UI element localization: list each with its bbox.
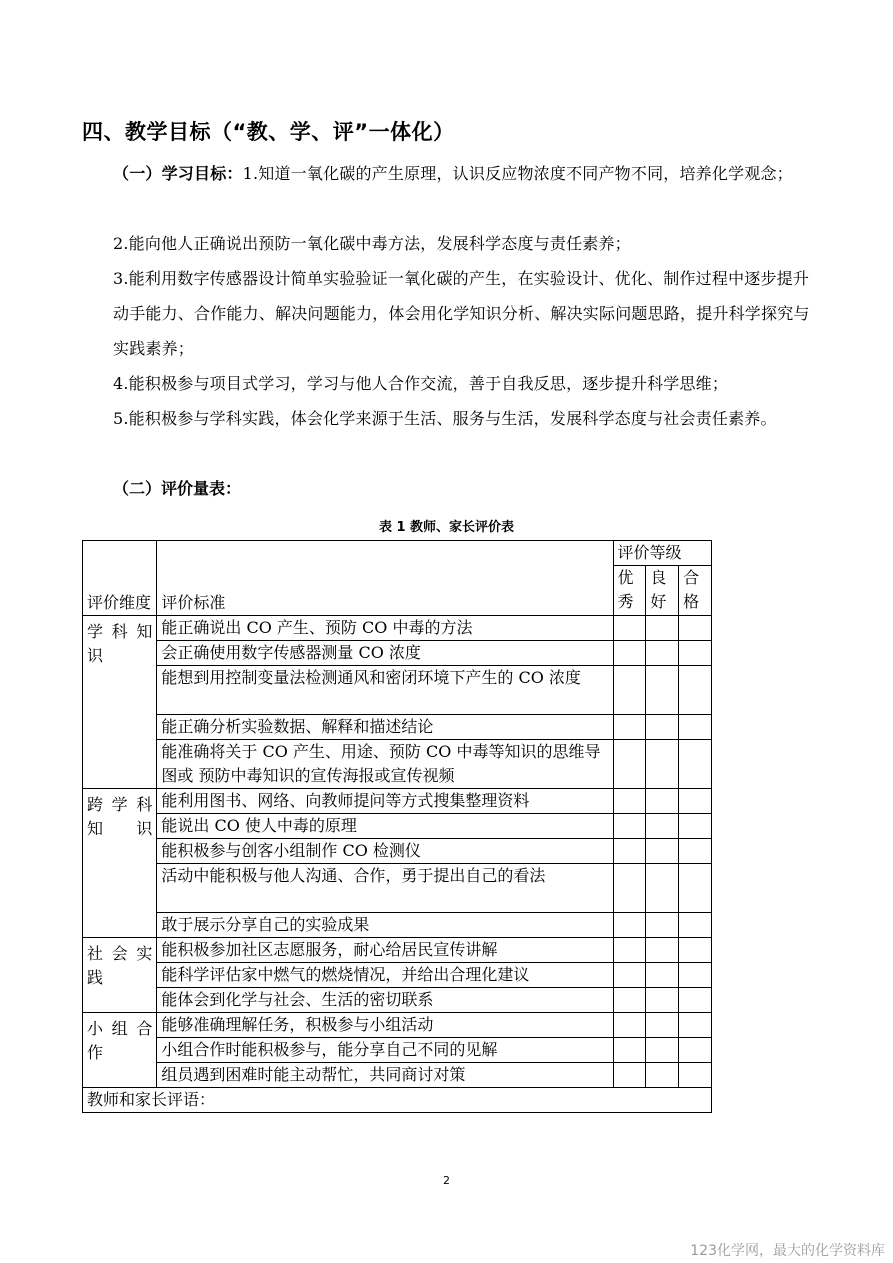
criterion-cell: 能准确将关于 CO 产生、用途、预防 CO 中毒等知识的思维导图或 预防中毒知识的宣传海报或宣传视频: [157, 740, 613, 789]
grade-cell[interactable]: [679, 1038, 712, 1063]
dimension-cell: [83, 1013, 157, 1088]
table-row: [83, 666, 712, 715]
table-row: [83, 616, 712, 641]
grade-cell[interactable]: [679, 963, 712, 988]
criterion-cell: 会正确使用数字传感器测量 CO 浓度: [157, 641, 613, 666]
criterion-cell: 能正确说出 CO 产生、预防 CO 中毒的方法: [157, 616, 613, 641]
grade-cell[interactable]: [679, 666, 712, 715]
header-grade: 评价等级: [613, 541, 712, 566]
grade-cell[interactable]: [646, 666, 679, 715]
table-row: [83, 913, 712, 938]
criterion-cell: 能说出 CO 使人中毒的原理: [157, 814, 613, 839]
table-row: [83, 740, 712, 789]
grade-cell[interactable]: [646, 913, 679, 938]
grade-cell[interactable]: [646, 789, 679, 814]
grade-cell[interactable]: [679, 938, 712, 963]
grade-cell[interactable]: [646, 938, 679, 963]
grade-cell[interactable]: [613, 641, 646, 666]
grade-cell[interactable]: [679, 1013, 712, 1038]
criterion-cell: 能想到用控制变量法检测通风和密闭环境下产生的 CO 浓度: [157, 666, 613, 715]
dimension-cell: [83, 616, 157, 789]
evaluation-table: [82, 540, 712, 1113]
grade-cell[interactable]: [646, 1038, 679, 1063]
grade-cell[interactable]: [646, 641, 679, 666]
grade-cell[interactable]: [646, 715, 679, 740]
objectives-lead: （一）学习目标：: [113, 164, 243, 183]
grade-cell[interactable]: [613, 913, 646, 938]
grade-cell[interactable]: [646, 963, 679, 988]
grade-cell[interactable]: [613, 963, 646, 988]
table-row: [83, 988, 712, 1013]
table-footer-row: [83, 1088, 712, 1113]
grade-cell[interactable]: [613, 789, 646, 814]
criterion-cell: 能利用图书、网络、向教师提问等方式搜集整理资料: [157, 789, 613, 814]
objective-1: 1.知道一氧化碳的产生原理，认识反应物浓度不同产物不同，培养化学观念；: [242, 164, 793, 183]
criterion-cell: 能积极参与创客小组制作 CO 检测仪: [157, 839, 613, 864]
grade-cell[interactable]: [679, 641, 712, 666]
header-dimension: 评价维度: [83, 541, 157, 616]
grade-cell[interactable]: [679, 1063, 712, 1088]
grade-cell[interactable]: [613, 988, 646, 1013]
header-grade-excellent: 优秀: [613, 566, 646, 616]
site-watermark: 123化学网，最大的化学资料库: [690, 1243, 885, 1259]
header-grade-pass: 合格: [679, 566, 712, 616]
grade-cell[interactable]: [679, 715, 712, 740]
header-grade-good: 良好: [646, 566, 679, 616]
objective-2: 2.能向他人正确说出预防一氧化碳中毒方法，发展科学态度与责任素养；: [113, 234, 631, 253]
criterion-cell: 能够准确理解任务，积极参与小组活动: [157, 1013, 613, 1038]
objective-1-paragraph: [113, 156, 818, 191]
dimension-label: 学 科 知 识: [87, 622, 153, 665]
table-row: [83, 789, 712, 814]
grade-cell[interactable]: [613, 715, 646, 740]
table-row: [83, 641, 712, 666]
grade-cell[interactable]: [679, 913, 712, 938]
grade-cell[interactable]: [646, 1063, 679, 1088]
grade-cell[interactable]: [679, 864, 712, 913]
dimension-label: 小 组 合 作: [87, 1019, 153, 1062]
criterion-cell: 小组合作时能积极参与，能分享自己不同的见解: [157, 1038, 613, 1063]
grade-cell[interactable]: [613, 666, 646, 715]
grade-cell[interactable]: [613, 814, 646, 839]
objective-3: 3.能利用数字传感器设计简单实验验证一氧化碳的产生，在实验设计、优化、制作过程中逐步提升动手能力、合作能力、解决问题能力，体会用化学知识分析、解决实际问题思路，提升科学探究与实践素养；: [113, 269, 810, 358]
objective-4: 4.能积极参与项目式学习，学习与他人合作交流，善于自我反思，逐步提升科学思维；: [113, 374, 729, 393]
grade-cell[interactable]: [613, 740, 646, 789]
criterion-cell: 敢于展示分享自己的实验成果: [157, 913, 613, 938]
grade-cell[interactable]: [613, 938, 646, 963]
grade-cell[interactable]: [613, 864, 646, 913]
table-row: [83, 963, 712, 988]
grade-cell[interactable]: [679, 616, 712, 641]
grade-cell[interactable]: [646, 1013, 679, 1038]
grade-cell[interactable]: [679, 814, 712, 839]
objective-5: 5.能积极参与学科实践，体会化学来源于生活、服务与生活，发展科学态度与社会责任素养。: [113, 409, 777, 428]
grade-cell[interactable]: [646, 864, 679, 913]
section-heading: 四、教学目标（“教、学、评”一体化）: [82, 120, 455, 144]
grade-cell[interactable]: [679, 789, 712, 814]
table-row: [83, 1038, 712, 1063]
grade-cell[interactable]: [613, 1038, 646, 1063]
table-row: [83, 864, 712, 913]
dimension-cell: [83, 789, 157, 938]
grade-cell[interactable]: [646, 839, 679, 864]
grade-cell[interactable]: [679, 988, 712, 1013]
header-standard: 评价标准: [157, 541, 613, 616]
table-row: [83, 938, 712, 963]
grade-cell[interactable]: [613, 839, 646, 864]
criterion-cell: 组员遇到困难时能主动帮忙，共同商讨对策: [157, 1063, 613, 1088]
dimension-label: 跨 学 科 知 识: [87, 795, 153, 838]
scale-heading: （二）评价量表：: [113, 479, 242, 498]
comments-cell[interactable]: 教师和家长评语：: [83, 1088, 712, 1113]
criterion-cell: 能正确分析实验数据、解释和描述结论: [157, 715, 613, 740]
grade-cell[interactable]: [613, 1063, 646, 1088]
criterion-cell: 能积极参加社区志愿服务，耐心给居民宣传讲解: [157, 938, 613, 963]
page-number: 2: [443, 1174, 450, 1187]
dimension-label: 社 会 实 践: [87, 944, 153, 987]
dimension-cell: [83, 938, 157, 1013]
criterion-cell: 活动中能积极与他人沟通、合作，勇于提出自己的看法: [157, 864, 613, 913]
criterion-cell: 能体会到化学与社会、生活的密切联系: [157, 988, 613, 1013]
grade-cell[interactable]: [613, 616, 646, 641]
table-row: [83, 839, 712, 864]
grade-cell[interactable]: [679, 740, 712, 789]
grade-cell[interactable]: [679, 839, 712, 864]
grade-cell[interactable]: [646, 740, 679, 789]
table-row: [83, 1013, 712, 1038]
grade-cell[interactable]: [613, 1013, 646, 1038]
grade-cell[interactable]: [646, 988, 679, 1013]
grade-cell[interactable]: [646, 814, 679, 839]
table-caption: 表 1 教师、家长评价表: [378, 520, 515, 535]
grade-cell[interactable]: [646, 616, 679, 641]
table-row: [83, 814, 712, 839]
criterion-cell: 能科学评估家中燃气的燃烧情况，并给出合理化建议: [157, 963, 613, 988]
table-row: [83, 715, 712, 740]
table-row: [83, 1063, 712, 1088]
